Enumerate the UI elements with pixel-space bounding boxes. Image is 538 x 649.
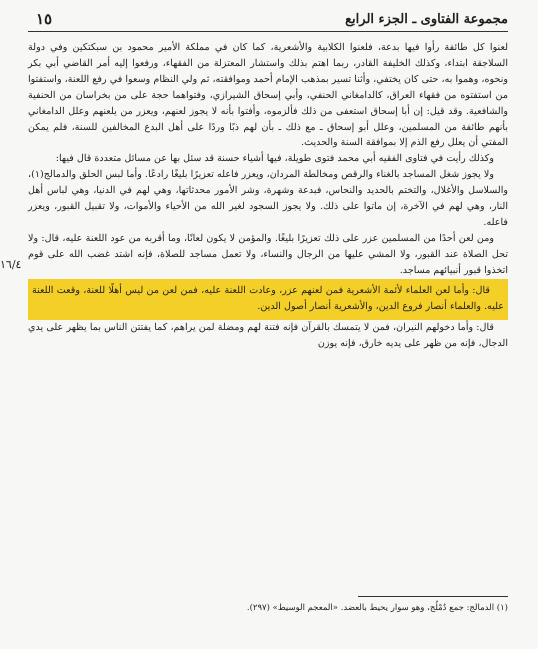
running-title: مجموعة الفتاوى ـ الجزء الرابع: [345, 12, 508, 27]
footnote: (١) الدمالج: جمع دُمْلُج، وهو سوار يحيط بالعضد. «المعجم الوسيط» (٢٩٧).: [246, 603, 508, 613]
page-body: [28, 40, 508, 352]
margin-note: ١٦/٤: [0, 258, 22, 271]
footnote-rule: [358, 596, 508, 597]
paragraph-4: ومن لعن أحدًا من المسلمين عزر على ذلك تعزيرًا بليغًا. والمؤمن لا يكون لعانًا، وما أقربه من عود اللعنة عليه، قال: ولا تحل الصلاة عند القبور، ولا المشي عليها من الرجال والنساء، ولا تعمل مساجد للصلاة، فإنه اشتد غضب الله على قوم اتخذوا قبور أنبيائهم مساجد.: [28, 232, 508, 276]
paragraph-6: قال: وأما دخولهم النيران، فمن لا يتمسك بالقرآن فإنه فتنة لهم ومضلة لمن يراهم، كما يفتتن الناس بما يظهر على يدي الدجال، فإنه من ظهر على يديه خارق، فإنه يوزن: [28, 322, 508, 350]
paragraph-2: وكذلك رأيت في فتاوى الفقيه أبي محمد فتوى طويلة، فيها أشياء حسنة قد سئل بها عن مسائل متعددة قال فيها:: [55, 153, 494, 165]
paragraph-1: لعنوا كل طائفة رأوا فيها بدعة، فلعنوا الكلابية والأشعرية، كما كان في مملكة الأمير محمود بن سبكتكين وفي دولة السلاجقة ابتداء، وكذلك الخليفة القادر، ربما اهتم بذلك واستشار المعتزلة من الفقهاء، ورفعوا إليه أمر القاضي أبي بكر ونحوه، وهموا به، حتى كان يختفي، وأثنا تسير بمذهب الإمام أحمد وموافقته، ثم ولي النظام وسعوا في رفع اللعنة، واستفتوا من استفتوه من فقهاء العراق، كالدامغاني الحنفي، وأبي إسحاق الشيرازي، وفتواهما حجة على من بخراسان من الحنفية والشافعية. وقد قيل: إن أبا إسحاق استعفى من ذلك فألزموه، وأفتوا بأنه لا يجوز لعنهم، ويعزر من يلعنهم وعلل الدامغاني بأنهم طائفة من المسلمين، وعلل أبو إسحاق ـ مع ذلك ـ بأن لهم ذبًا وردًا على أهل البدع المخالفين للسنة، فلم يمكن المفتي أن يعلل رفع الذم إلا بموافقة السنة والحديث.: [28, 42, 508, 149]
header-rule: [28, 31, 508, 32]
paragraph-3: ولا يجوز شغل المساجد بالغناء والرقص ومخالطة المردان، ويعزر فاعله تعزيرًا بليغًا رادعًا. وأما لبس الحلق والدمالج(١)، والسلاسل والأغلال، والتختم بالحديد والنحاس، فبدعة وشهرة، وشر الأمور محدثاتها، وهي لهم في الدنيا، وهي لباس أهل النار، وهي لهم في الآخرة، إن ماتوا على ذلك. ولا يجوز السجود لغير الله من الأحياء والأموات، ولا تقبيل القبور، ويعزر فاعله.: [28, 169, 508, 228]
highlighted-paragraph: قال: وأما لعن العلماء لأئمة الأشعرية فمن لعنهم عزر، وعادت اللعنة عليه، فمن لعن من ليس أهلًا للعنة، وقعت اللعنة عليه. والعلماء أنصار فروع الدين، والأشعرية أنصار أصول الدين.: [28, 279, 508, 321]
page-number: ١٥: [36, 10, 53, 28]
